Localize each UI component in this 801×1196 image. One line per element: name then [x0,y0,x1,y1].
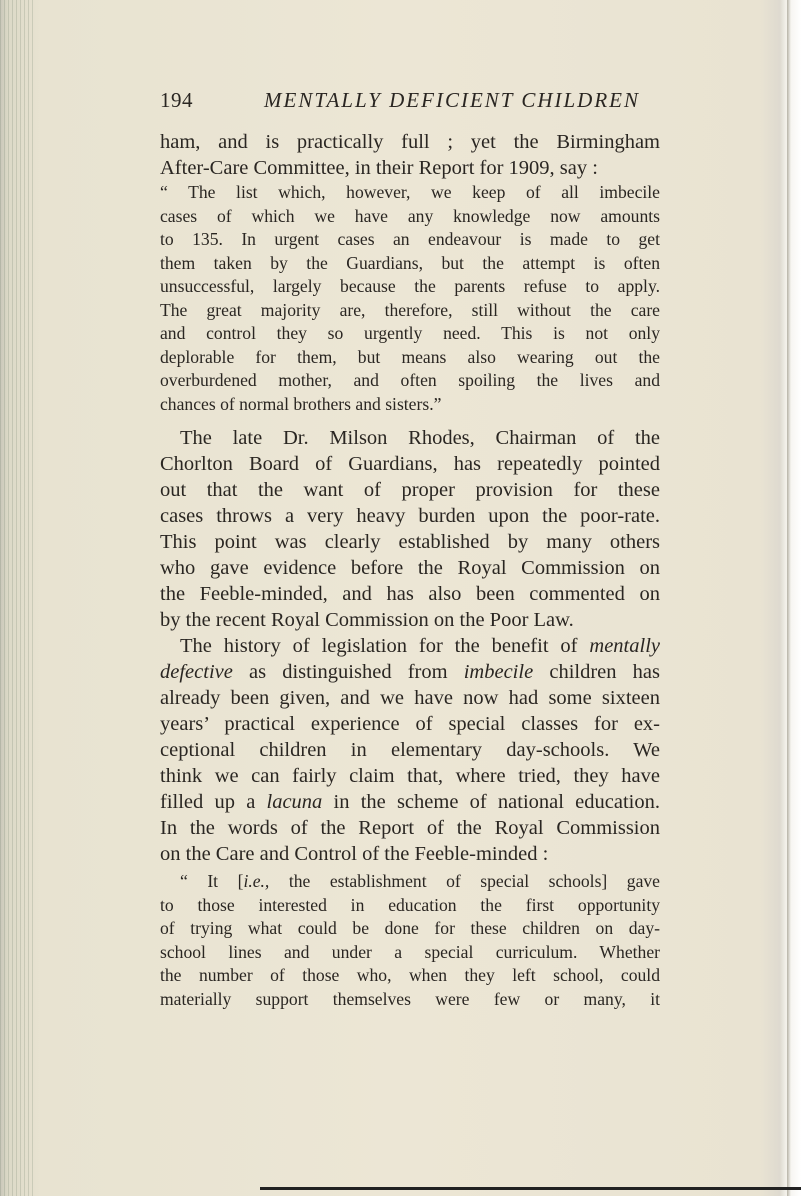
running-title: MENTALLY DEFICIENT CHILDREN [264,88,641,112]
text-line: chances of normal brothers and sisters.” [160,393,442,414]
text-line: The history of legislation for the benefit of mentally [180,635,660,657]
text-line: unsuccessful, largely because the parents refuse to apply. [160,276,660,296]
text-line: ceptional children in elementary day-schools. We [160,739,660,761]
text-line: filled up a lacuna in the scheme of national education. [160,791,660,813]
page-number: 194 [160,88,193,112]
text-line: ham, and is practically full ; yet the Birmingham [160,131,660,153]
text-line: This point was clearly established by many others [160,531,660,553]
text-line: “ The list which, however, we keep of all imbecile [160,182,660,202]
text-line: to 135. In urgent cases an endeavour is made to get [160,229,660,249]
paragraph-milson-rhodes [160,425,660,633]
text-line: years’ practical experience of special classes for ex- [160,713,660,735]
text-line: on the Care and Control of the Feeble-minded : [160,843,549,865]
block-quote-after-care [160,181,660,416]
text-line: deplorable for them, but means also wearing out the [160,346,660,367]
text-line: think we can fairly claim that, where tried, they have [160,765,660,787]
paragraph-intro [160,129,660,181]
text-line: cases throws a very heavy burden upon the poor-rate. [160,505,660,527]
text-line: by the recent Royal Commission on the Poor Law. [160,609,574,631]
text-line: The late Dr. Milson Rhodes, Chairman of the [180,427,660,449]
block-quote-royal-commission [160,870,660,1011]
text-line: the Feeble-minded, and has also been commented on [160,583,660,605]
text-line: cases of which we have any knowledge now amounts [160,205,660,226]
text-line: In the words of the Report of the Royal Commission [160,817,660,839]
text-line: them taken by the Guardians, but the attempt is often [160,252,660,273]
text-line: school lines and under a special curriculum. Whether [160,941,660,962]
bottom-edge-shadow [260,1187,801,1190]
text-line: and control they so urgently need. This is not only [160,323,660,343]
paragraph-legislation-history [160,633,660,867]
text-line: materially support themselves were few or many, it [160,988,660,1009]
text-line: the number of those who, when they left school, could [160,965,660,985]
text-line: out that the want of proper provision for these [160,479,660,501]
text-line: After-Care Committee, in their Report for 1909, say : [160,157,598,179]
text-line: Chorlton Board of Guardians, has repeatedly pointed [160,453,660,475]
text-line: to those interested in education the first opportunity [160,894,660,915]
text-line: already been given, and we have now had some sixteen [160,687,660,709]
text-line: overburdened mother, and often spoiling the lives and [160,370,660,390]
text-line: “ It [i.e., the establishment of special schools] gave [180,871,660,891]
page-edge [787,0,801,1196]
text-line: The great majority are, therefore, still without the care [160,299,660,320]
text-line: who gave evidence before the Royal Commission on [160,557,660,579]
page-header [160,88,680,118]
text-line: defective as distinguished from imbecile children has [160,661,660,683]
text-line: of trying what could be done for these children on day- [160,918,660,938]
book-binding-gutter [0,0,34,1196]
